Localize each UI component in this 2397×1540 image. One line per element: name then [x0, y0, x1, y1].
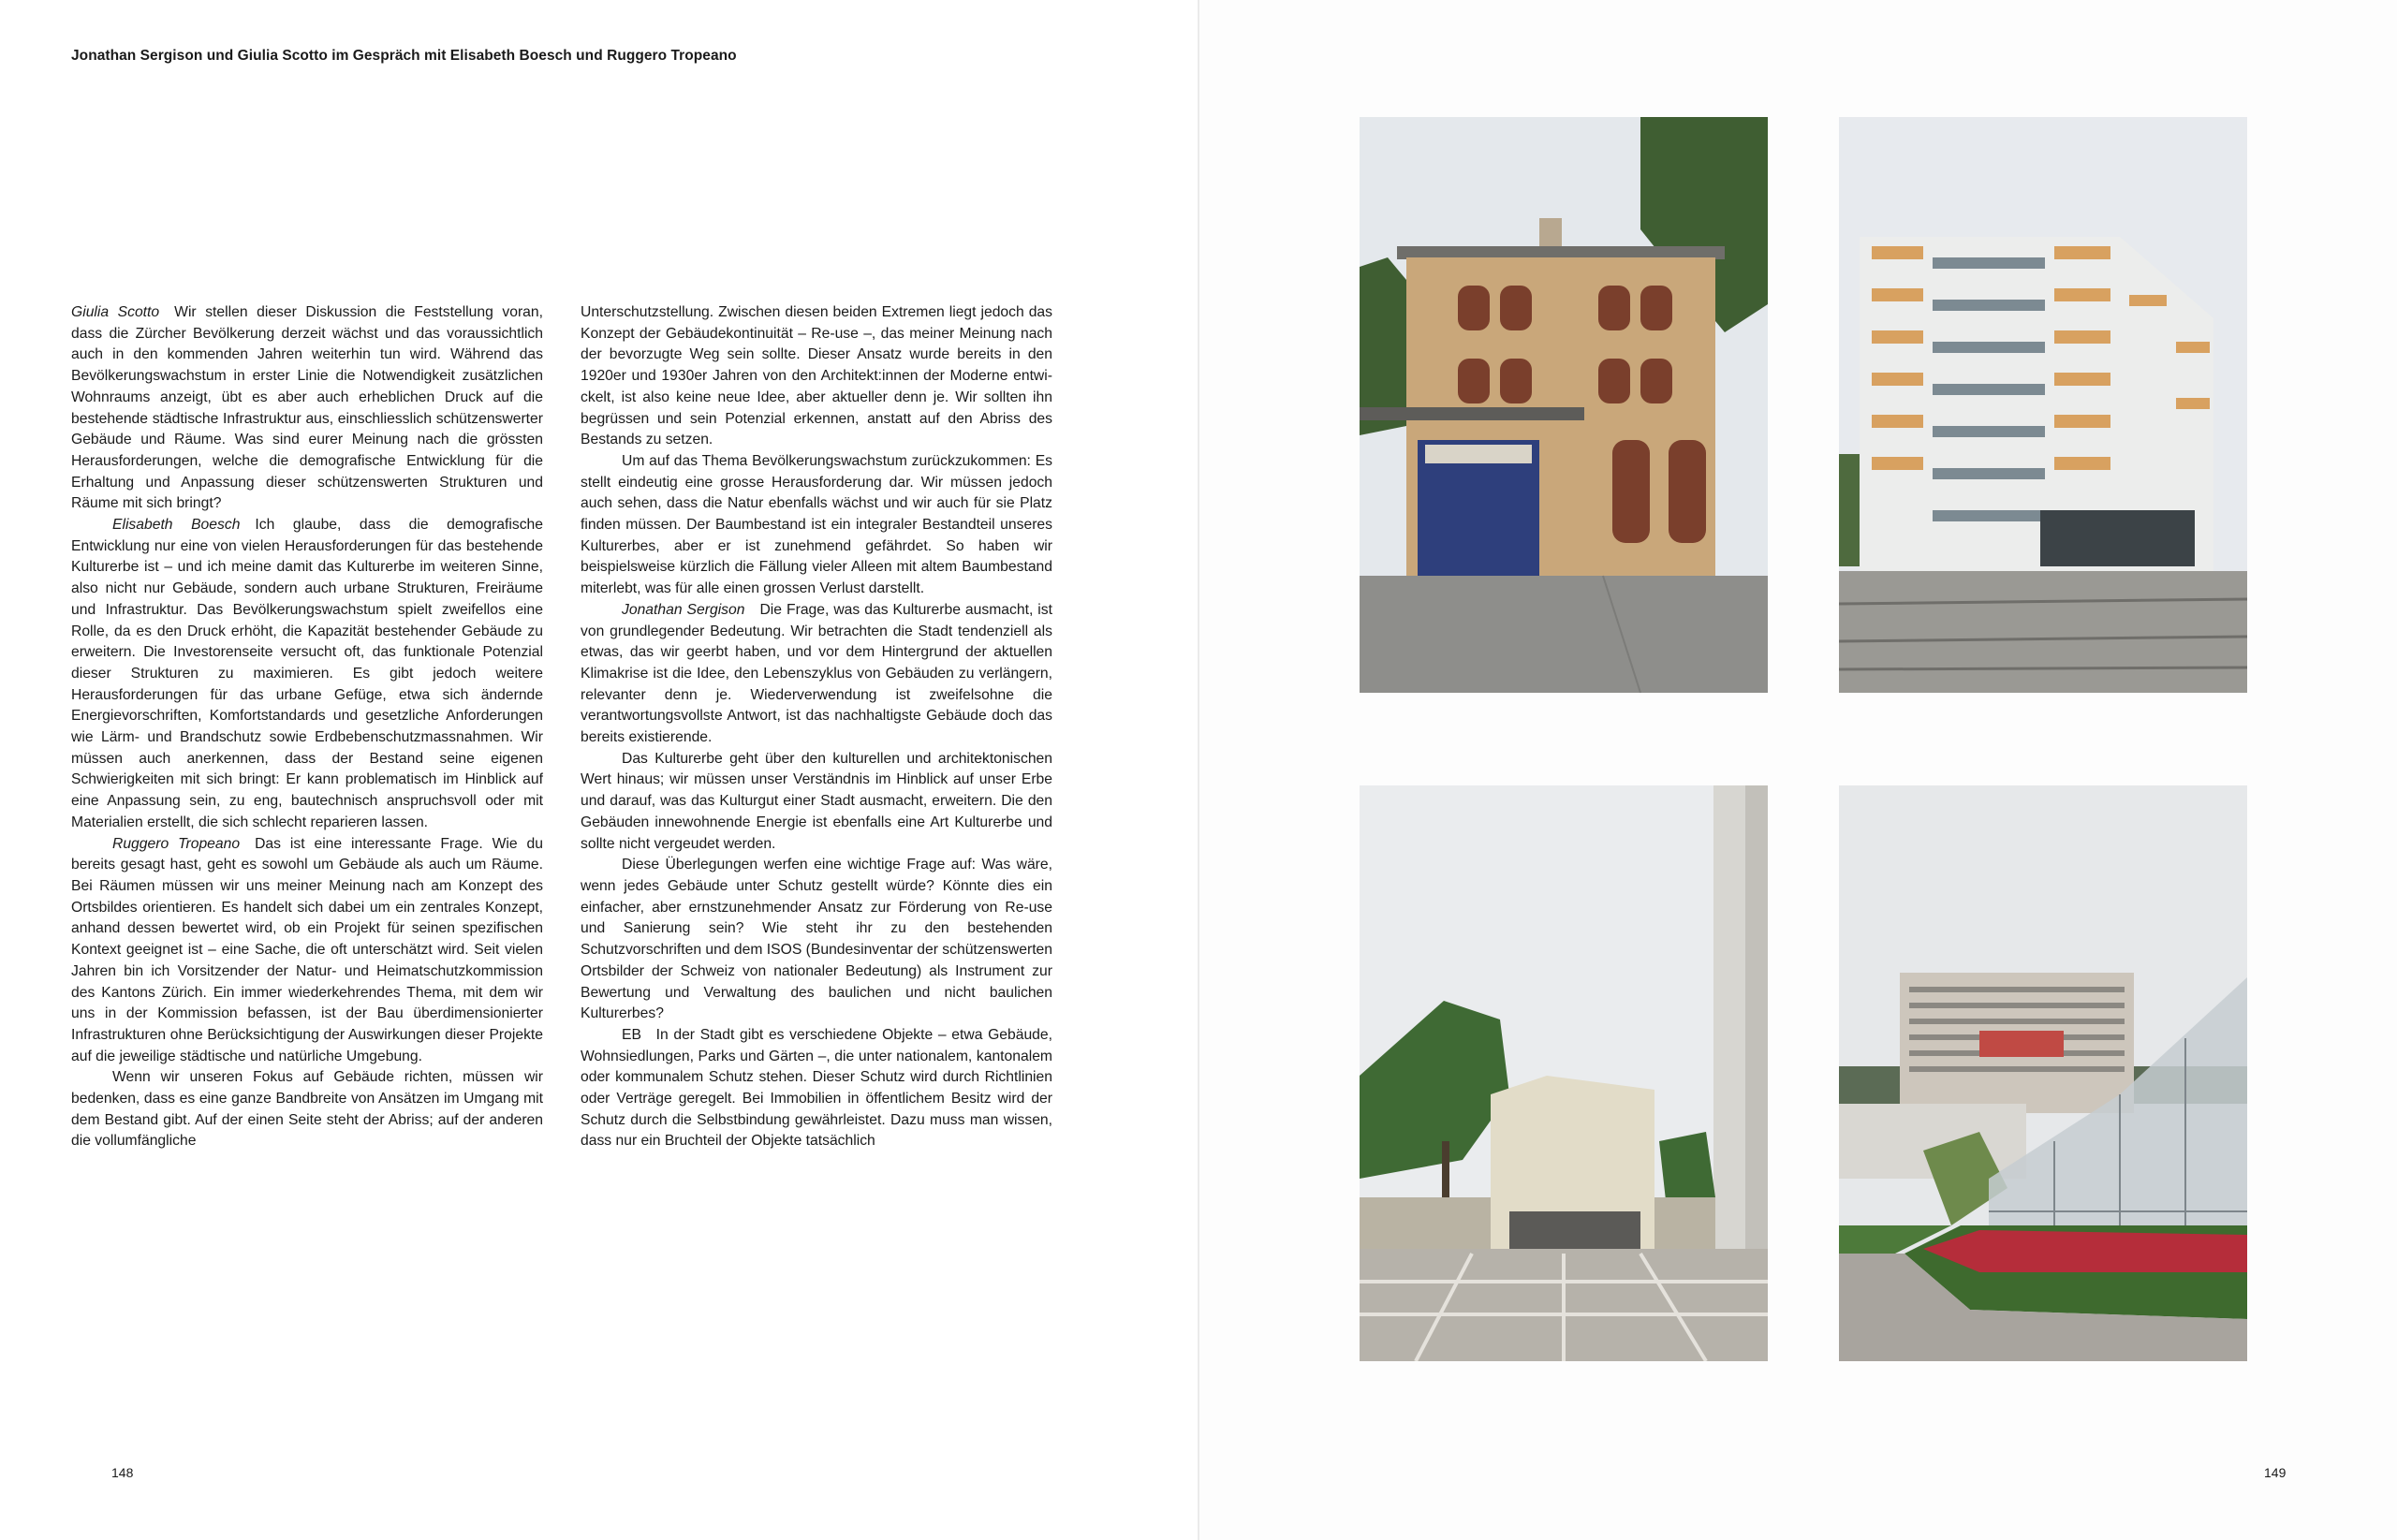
photo-brick-building-image: [1360, 117, 1768, 693]
paragraph: [71, 834, 543, 1068]
text-column-1: [71, 302, 543, 1152]
speaker-name: Giulia Scotto: [71, 304, 160, 320]
paragraph: [581, 451, 1052, 600]
paragraph-text: Das ist eine interessante Frage. Wie du bereits gesagt hast, geht es sowohl um Gebäude als auch um Räume. Bei Räumen müssen wir uns meiner Meinung nach am Konzept des Ortsbildes orientieren. Es handelt sich dabei um ein zentrales Konzept, anhand dessen bewertet wird, ob ein Projekt für seinen spezifischen Kontext geeignet ist – eine Sache, die oft unterschätzt wird. Seit vielen Jahren bin ich Vorsitzender der Natur- und Heimatschutzkommission des Kantons Zürich. Ein immer wiederkehrendes Thema, mit dem wir uns in der Kommission befassen, ist der Bau überdimensionierter Infrastrukturen ohne Berücksichtigung der Auswirkungen dieser Projekte auf die jeweilige städtische und natürliche Umgebung.: [71, 835, 543, 1064]
paragraph-text: Diese Überlegungen werfen eine wichtige Frage auf: Was wäre, wenn jedes Gebäude unter Schutz gestellt würde? Könnte dies ein einfacher, aber ernstzunehmender Ansatz zur Förderung von Re-use und Sanierung sein? Wie steht ihr zu den bestehenden Schutzvorschriften und dem ISOS (Bundesinventar der schützenswerten Ortsbilder der Schweiz von nationaler Bedeutung) als Instrument zur Bewertung und Verwaltung des baulichen und nicht baulichen Kulturerbes?: [581, 857, 1052, 1022]
paragraph-text: Ich glaube, dass die demografische Entwicklung nur eine von vielen Herausforderungen für das bestehende Kulturerbe ist – und ich meine damit das Kulturerbe im weiteren Sinne, also nicht nur Gebäude, sondern auch urbane Strukturen, Freiräume und Infrastruktur. Das Bevölkerungswachstum spielt zweifellos eine Rolle, da es den Druck erhöht, die Kapazität bestehender Gebäude zu erweitern. Die Investorenseite versucht oft, das funktionale Potenzial dieser Strukturen zu maximieren. Es gibt jedoch weitere Herausforderungen für das urbane Gefüge, etwa sich ändernde Energievorschriften, Komfortstandards und gesetzliche Anforderungen wie Lärm- und Brandschutz sowie Erdbebenschutzmassnahmen. Wir müssen auch anerkennen, dass der Bestand seine eigenen Schwierigkeiten mit sich bringt: Er kann problematisch im Hinblick auf eine Anpassung sein, zu eng, bautechnisch anspruchsvoll oder mit Materialien erstellt, die sich schlecht reparieren lassen.: [71, 517, 544, 830]
paragraph-text: Das Kulturerbe geht über den kulturellen und architektonischen Wert hinaus; wir müssen unser Verständnis im Hinblick auf unser Erbe und darauf, was das Kulturgut einer Stadt ausmacht, erweitern. Die den Gebäuden innewohnende Energie ist ebenfalls eine Art Kulturerbe und sollte nicht vergeudet werden.: [581, 750, 1052, 852]
paragraph-text: Wir stellen dieser Diskussion die Feststellung voran, dass die Zürcher Bevölkerung derzeit wächst und das voraussichtlich auch in den kommenden Jahren weiterhin tun wird. Während das Bevölkerungswachstum in erster Linie die Notwendigkeit zusätzlichen Wohnraums anzeigt, übt es aber auch erheblichen Druck auf die bestehende städtische Infrastruktur aus, einschliesslich schützenswerter Gebäude und Räume. Was sind eurer Meinung nach die grössten Herausforderungen, welche die demografische Entwicklung für die Erhaltung und Anpassung dieser schützenswerten Strukturen und Räume mit sich bringt?: [71, 304, 543, 512]
photo-school-hall: [1360, 785, 1768, 1361]
text-column-2: [581, 302, 1052, 1152]
canopy: [1360, 407, 1584, 420]
photo-greenhouse-image: [1839, 785, 2247, 1361]
flowers: [1923, 1230, 2247, 1272]
paragraph-text: Die Frage, was das Kulturerbe ausmacht, ist von grundlegender Bedeutung. Wir betrachten die Stadt tendenziell als etwas, das wir geerbt haben, und vor dem Hintergrund der aktuellen Klimakrise ist die Idee, den Lebenszyklus von Gebäuden zu verlängern, relevanter denn je. Wiederverwendung ist zweifelsohne die verantwortungsvollste Antwort, ist das nachhaltigste Gebäude doch das bereits existierende.: [581, 601, 1052, 746]
paragraph: [581, 600, 1052, 749]
photo-greenhouse: [1839, 785, 2247, 1361]
photo-school-hall-image: [1360, 785, 1768, 1361]
page-number-right: 149: [2264, 1465, 2287, 1480]
paragraph: [71, 515, 543, 834]
roof: [1397, 246, 1725, 259]
ground: [1360, 576, 1768, 693]
hall-entrance: [1509, 1211, 1640, 1249]
photo-apartment-block: [1839, 117, 2247, 693]
paragraph-text: Wenn wir unseren Fokus auf Gebäude richten, müssen wir bedenken, dass es eine ganze Bandbreite von Ansätzen im Umgang mit dem Bestand gibt. Auf der einen Seite steht der Abriss; auf der anderen die vollumfängliche: [71, 1069, 543, 1150]
red-panels: [1979, 1031, 2064, 1057]
road: [1839, 571, 2247, 693]
tower-edge: [1745, 785, 1768, 1254]
paragraph: [71, 302, 543, 515]
paragraph: [581, 855, 1052, 1025]
paragraph: [71, 1067, 543, 1152]
speaker-name: Jonathan Sergison: [622, 601, 745, 618]
paragraph-text: Um auf das Thema Bevölkerungswachstum zurückzukommen: Es stellt eindeutig eine grosse Herausforderung dar. Wir müssen jedoch auch sehen, dass die Natur ebenfalls wächst und wir auch für sie Platz finden müssen. Der Baumbestand ist ein integraler Bestandteil unseres Kulturerbes, aber er ist zunehmend gefährdet. So haben wir beispielsweise kürzlich die Fällung vieler Alleen mit altem Baumbestand miterlebt, was für alle einen grossen Verlust darstellt.: [581, 452, 1052, 597]
speaker-name: Ruggero Tropeano: [112, 835, 241, 852]
paragraph: [581, 749, 1052, 856]
chimney: [1539, 218, 1562, 248]
photo-brick-building: [1360, 117, 1768, 693]
tower-right: [1713, 785, 1745, 1254]
paragraph-text: EB In der Stadt gibt es verschiedene Objekte – etwa Gebäude, Wohnsiedlungen, Parks und Gärten –, die unter nationalem, kantonalem oder kommunalem Schutz stehen. Dieser Schutz wird durch Richtlinien oder Verträge geregelt. Bei Immobilien in öffentlichem Besitz wird der Schutz durch die Selbstbindung gewährleistet. Dazu muss man wissen, dass nur ein Bruchteil der Objekte tatsächlich: [581, 1026, 1052, 1150]
tram-shelter: [2040, 510, 2195, 566]
left-page: [0, 0, 1198, 1540]
paragraph: [581, 1025, 1052, 1152]
speaker-name: Elisabeth Boesch: [112, 517, 241, 534]
sign: [1425, 445, 1532, 463]
running-head: Jonathan Sergison und Giulia Scotto im Gespräch mit Elisabeth Boesch und Ruggero Tropeano: [71, 48, 737, 64]
photo-apartment-block-image: [1839, 117, 2247, 693]
page-number-left: 148: [111, 1465, 134, 1480]
paragraph-text: Unterschutzstellung. Zwischen diesen beiden Extremen liegt jedoch das Konzept der Gebäudekontinuität – Re-use –, das meiner Meinung nach der bevorzugte Weg sein sollte. Dieser Ansatz wurde bereits in den 1920er und 1930er Jahren von den Architekt:innen der Moderne entwickelt, ist also keine neue Idee, aber aktueller denn je. Wir sollten ihn begrüssen und sein Potenzial erkennen, anstatt auf den Abriss des Bestands zu setzen.: [581, 304, 1052, 448]
paragraph: [581, 302, 1052, 451]
